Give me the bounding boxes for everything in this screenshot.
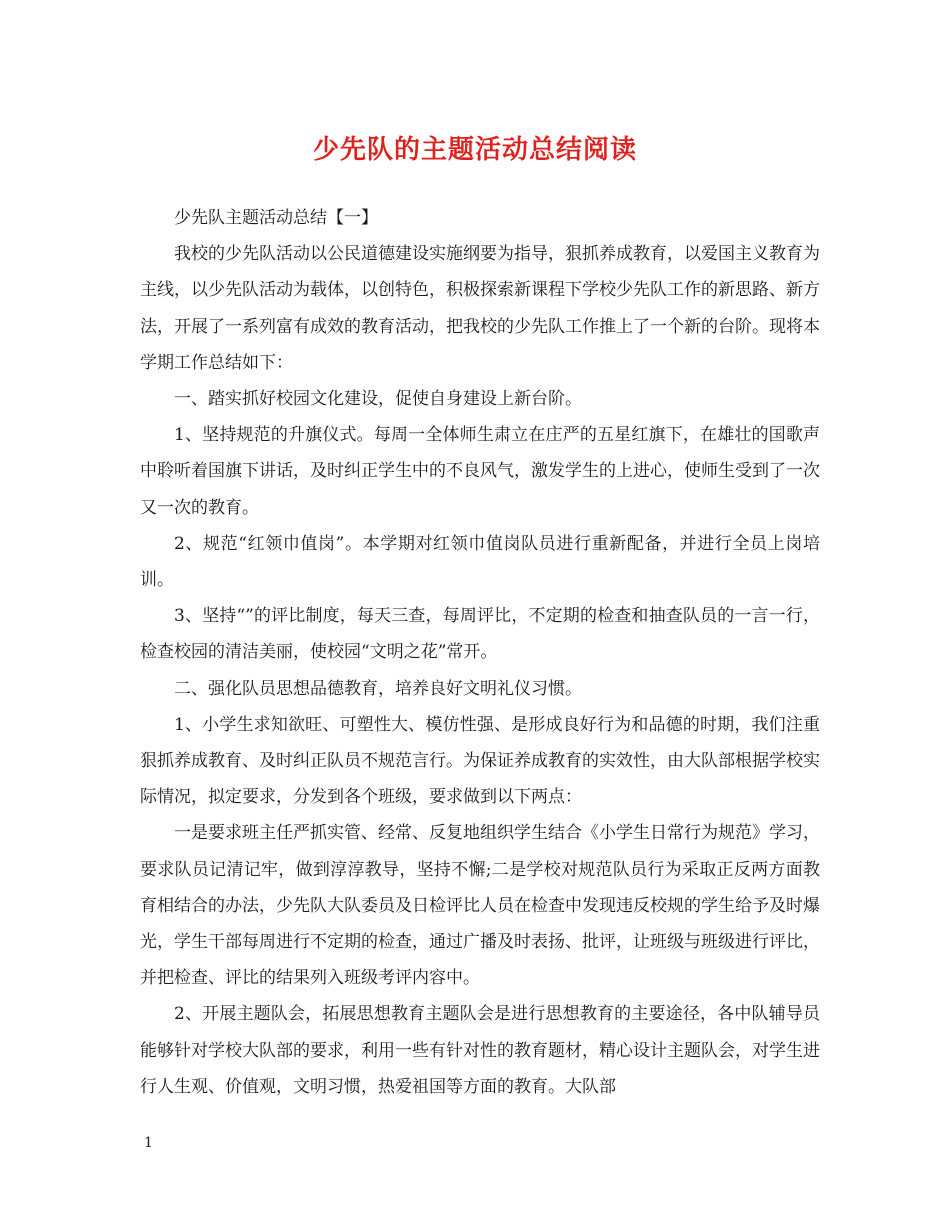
- paragraph: 一是要求班主任严抓实管、经常、反复地组织学生结合《小学生日常行为规范》学习，要求队员记清记牢，做到淳淳教导，坚持不懈;二是学校对规范队员行为采取正反两方面教育相结合的办法，少先队大队委员及日检评比人员在检查中发现违反校规的学生给予及时爆光，学生干部每周进行不定期的检查，通过广播及时表扬、批评，让班级与班级进行评比，并把检查、评比的结果列入班级考评内容中。: [140, 823, 820, 989]
- paragraph: 3、坚持“”的评比制度，每天三查，每周评比，不定期的检查和抽查队员的一言一行，检查校园的清洁美丽，使校园“文明之花”常开。: [140, 606, 820, 663]
- paragraph: 我校的少先队活动以公民道德建设实施纲要为指导，狠抓养成教育，以爱国主义教育为主线，以少先队活动为载体，以创特色，积极探索新课程下学校少先队工作的新思路、新方法，开展了一系列富有成效的教育活动，把我校的少先队工作推上了一个新的台阶。现将本学期工作总结如下：: [140, 244, 820, 373]
- paragraph: 2、规范“红领巾值岗”。本学期对红领巾值岗队员进行重新配备，并进行全员上岗培训。: [140, 533, 820, 591]
- paragraph: 1、坚持规范的升旗仪式。每周一全体师生肃立在庄严的五星红旗下，在雄壮的国歌声中聆听着国旗下讲话，及时纠正学生中的不良风气，激发学生的上进心，使师生受到了一次又一次的教育。: [140, 425, 820, 518]
- page-number: 1: [144, 1135, 153, 1151]
- document-title: 少先队的主题活动总结阅读: [312, 135, 637, 165]
- paragraph: 1、小学生求知欲旺、可塑性大、模仿性强、是形成良好行为和品德的时期，我们注重狠抓养成教育、及时纠正队员不规范言行。为保证养成教育的实效性，由大队部根据学校实际情况，拟定要求，分发到各个班级，要求做到以下两点：: [140, 714, 820, 808]
- paragraph: 一、踏实抓好校园文化建设，促使自身建设上新台阶。: [174, 389, 582, 410]
- paragraph: 2、开展主题队会，拓展思想教育主题队会是进行思想教育的主要途径，各中队辅导员能够针对学校大队部的要求，利用一些有针对性的教育题材，精心设计主题队会，对学生进行人生观、价值观，文明习惯，热爱祖国等方面的教育。大队部: [140, 1004, 820, 1097]
- paragraph: 二、强化队员思想品德教育，培养良好文明礼仪习惯。: [174, 678, 582, 699]
- document-body: [140, 200, 820, 1105]
- section-heading: 少先队主题活动总结【一】: [174, 208, 378, 228]
